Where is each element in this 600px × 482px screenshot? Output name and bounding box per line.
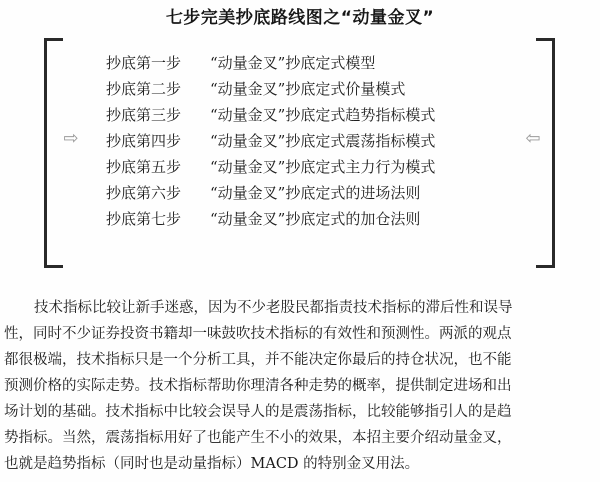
- body-paragraph: [4, 295, 596, 477]
- list-item: [106, 180, 526, 206]
- step-number: 抄底第一步: [106, 54, 182, 72]
- step-description: “动量金叉”抄底定式模型: [210, 54, 376, 72]
- paragraph-line: 也就是趋势指标（同时也是动量指标）MACD 的特别金叉用法。: [4, 456, 420, 472]
- list-item: [106, 154, 526, 180]
- step-number: 抄底第七步: [106, 210, 182, 228]
- step-list: [106, 50, 526, 232]
- step-number: 抄底第六步: [106, 184, 182, 202]
- right-bracket: [536, 38, 555, 268]
- list-item: [106, 50, 526, 76]
- step-number: 抄底第三步: [106, 106, 182, 124]
- step-description: “动量金叉”抄底定式主力行为模式: [210, 158, 436, 176]
- paragraph-line: 性，同时不少证券投资书籍却一味鼓吹技术指标的有效性和预测性。两派的观点: [4, 326, 512, 342]
- step-description: “动量金叉”抄底定式价量模式: [210, 80, 406, 98]
- list-item: [106, 102, 526, 128]
- list-item: [106, 128, 526, 154]
- paragraph-line: 场计划的基础。技术指标中比较会误导人的是震荡指标，比较能够指引人的是趋: [4, 404, 512, 420]
- step-description: “动量金叉”抄底定式的进场法则: [210, 184, 421, 202]
- left-arrow-icon: ⇦: [525, 128, 541, 149]
- step-number: 抄底第四步: [106, 132, 182, 150]
- paragraph-line: 预测价格的实际走势。技术指标帮助你理清各种走势的概率，提供制定进场和出: [4, 378, 512, 394]
- paragraph-line: 技术指标比较让新手迷惑，因为不少老股民都指责技术指标的滞后性和误导: [34, 300, 513, 316]
- page-title: 七步完美抄底路线图之“动量金叉”: [165, 8, 435, 28]
- step-description: “动量金叉”抄底定式的加仓法则: [210, 210, 421, 228]
- paragraph-line: 都很极端，技术指标只是一个分析工具，并不能决定你最后的持仓状况，也不能: [4, 352, 512, 368]
- list-item: [106, 76, 526, 102]
- list-item: [106, 206, 526, 232]
- step-number: 抄底第二步: [106, 80, 182, 98]
- step-number: 抄底第五步: [106, 158, 182, 176]
- step-description: “动量金叉”抄底定式趋势指标模式: [210, 106, 436, 124]
- step-description: “动量金叉”抄底定式震荡指标模式: [210, 132, 436, 150]
- right-arrow-icon: ⇨: [63, 128, 79, 149]
- paragraph-line: 势指标。当然，震荡指标用好了也能产生不小的效果，本招主要介绍动量金叉，: [4, 430, 512, 446]
- left-bracket: [44, 38, 63, 268]
